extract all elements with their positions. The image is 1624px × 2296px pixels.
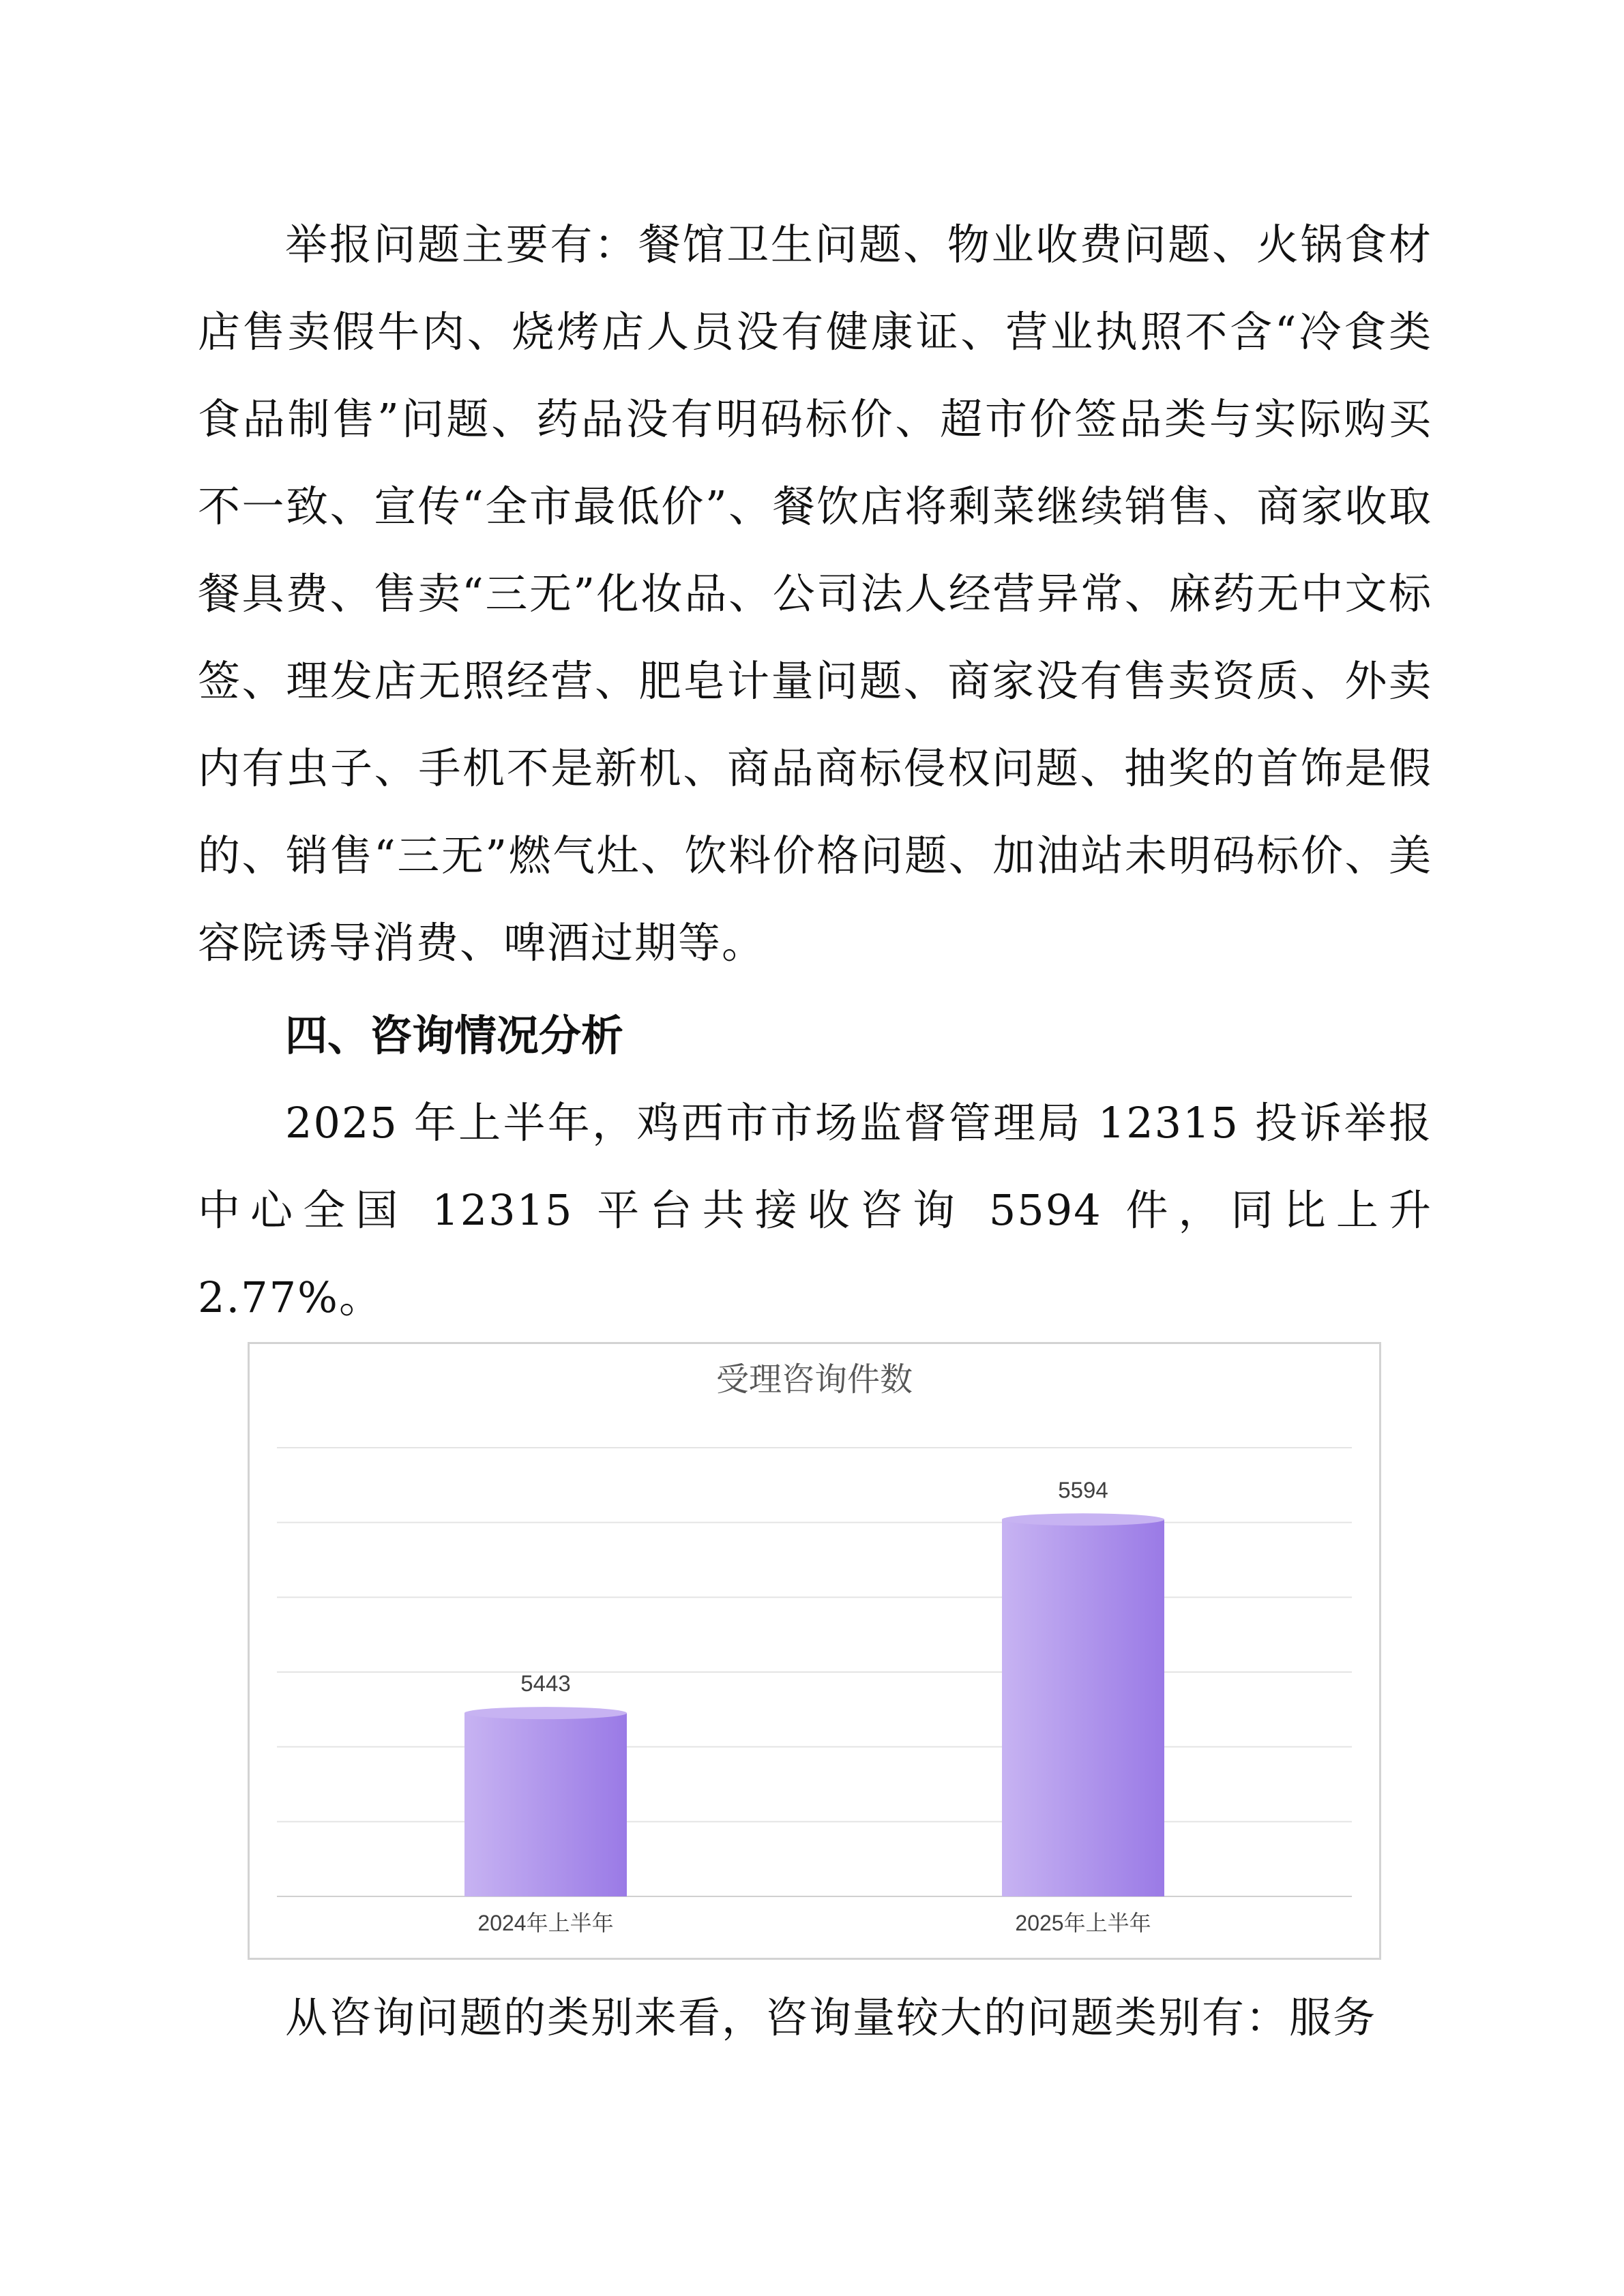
paragraph-report-issues: 举报问题主要有：餐馆卫生问题、物业收费问题、火锅食材店售卖假牛肉、烧烤店人员没有健康证、营业执照不含“冷食类食品制售”问题、药品没有明码标价、超市价签品类与实际购买不一致、宣传“全市最低价”、餐饮店将剩菜继续销售、商家收取餐具费、售卖“三无”化妆品、公司法人经营异常、麻药无中文标签、理发店无照经营、肥皂计量问题、商家没有售卖资质、外卖内有虫子、手机不是新机、商品商标侵权问题、抽奖的首饰是假的、销售“三无”燃气灶、饮料价格问题、加油站未明码标价、美容院诱导消费、啤酒过期等。 bbox=[198, 220, 1432, 968]
chart-bars bbox=[464, 1513, 1164, 1896]
category-label-1: 2024年上半年 bbox=[477, 1911, 614, 1935]
bar-2 bbox=[1002, 1519, 1164, 1896]
bar-cap-1 bbox=[464, 1707, 627, 1719]
data-label-1: 5443 bbox=[520, 1671, 571, 1697]
paragraph-consultation-summary: 2025 年上半年，鸡西市市场监督管理局 12315 投诉举报中心全国 12315 平台共接收咨询 5594 件，同比上升 2.77%。 bbox=[198, 1098, 1432, 1322]
section-heading: 四、咨询情况分析 bbox=[285, 1011, 624, 1060]
bar-1 bbox=[464, 1713, 627, 1896]
consultation-chart bbox=[248, 1342, 1381, 1960]
chart-category-labels bbox=[477, 1911, 1151, 1935]
bar-cap-2 bbox=[1002, 1513, 1164, 1525]
paragraph-consultation-categories: 从咨询问题的类别来看，咨询量较大的问题类别有：服务 bbox=[285, 1993, 1377, 2042]
chart-title: 受理咨询件数 bbox=[715, 1362, 913, 1398]
data-label-2: 5594 bbox=[1058, 1477, 1108, 1503]
category-label-2: 2025年上半年 bbox=[1015, 1911, 1151, 1935]
chart-canvas bbox=[250, 1344, 1379, 1958]
chart-gridlines bbox=[277, 1448, 1352, 1896]
